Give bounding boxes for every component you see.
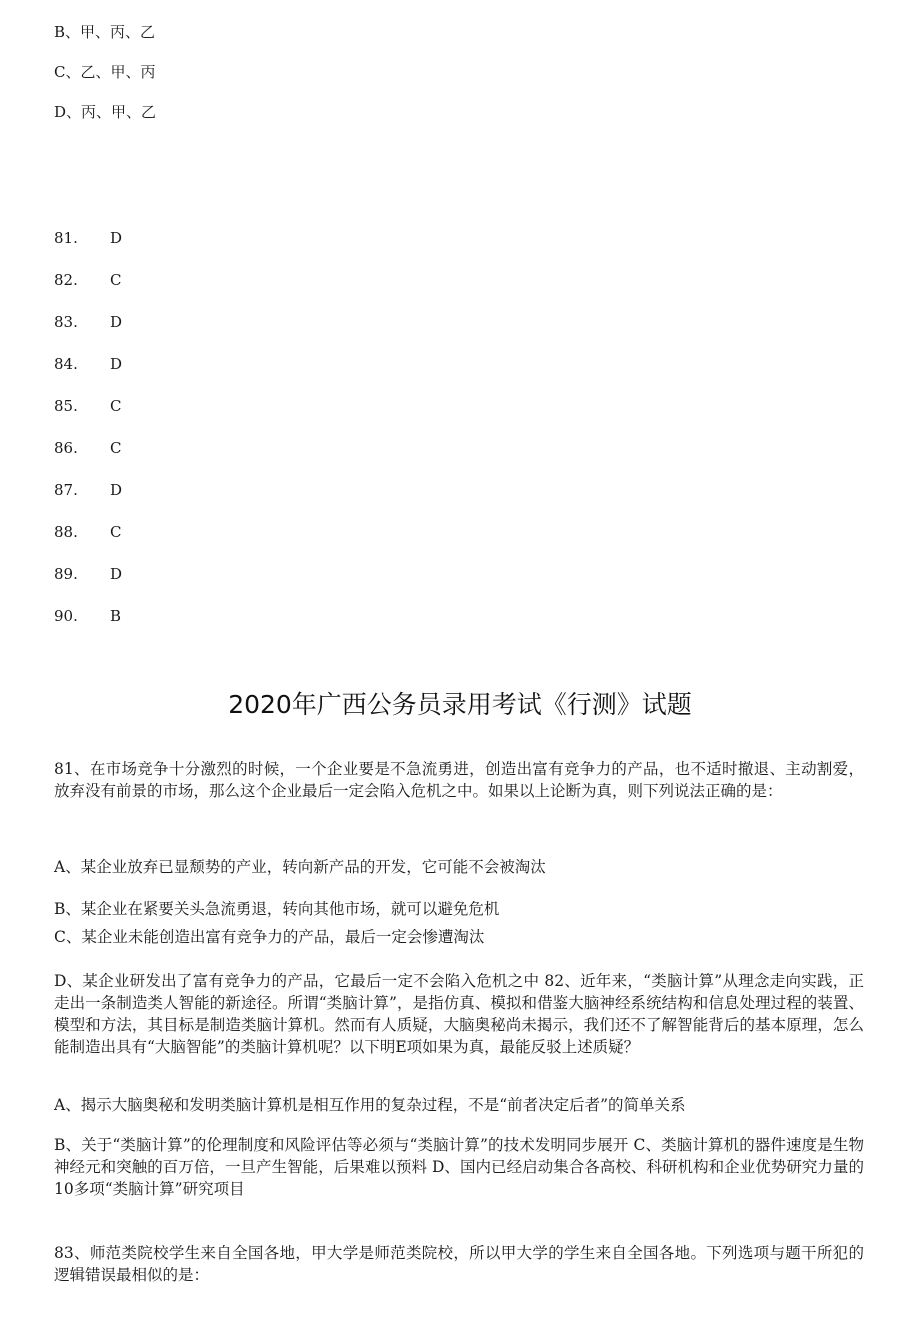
- answer-letter: D: [110, 355, 123, 373]
- answer-letter: D: [110, 313, 123, 331]
- page-title: 2020年广西公务员录用考试《行测》试题: [228, 690, 692, 719]
- answer-letter: D: [110, 229, 123, 247]
- answer-number: 85.: [54, 397, 78, 415]
- answer-number: 87.: [54, 481, 78, 499]
- option-a: A、揭示大脑奥秘和发明类脑计算机是相互作用的复杂过程，不是“前者决定后者”的简单关系: [54, 1096, 686, 1114]
- answer-number: 86.: [54, 439, 78, 457]
- answer-letter: D: [110, 481, 123, 499]
- option-c: C、乙、甲、丙: [54, 63, 156, 81]
- option-b: B、某企业在紧要关头急流勇退，转向其他市场，就可以避免危机: [54, 900, 500, 918]
- answer-letter: D: [110, 565, 123, 583]
- question-81: 81、在市场竞争十分激烈的时候，一个企业要是不急流勇进，创造出富有竞争力的产品，也不适时撤退、主动割爱，放弃没有前景的市场，那么这个企业最后一定会陷入危机之中。如果以上论断为真，则下列说法正确的是：: [54, 760, 864, 800]
- answer-letter: C: [110, 439, 122, 457]
- answer-number: 88.: [54, 523, 78, 541]
- answer-number: 90.: [54, 607, 78, 625]
- option-a: A、某企业放弃已显颓势的产业，转向新产品的开发，它可能不会被淘汰: [54, 858, 546, 876]
- options-b-c-d: B、关于“类脑计算”的伦理制度和风险评估等必须与“类脑计算”的技术发明同步展开 C、类脑计算机的器件速度是生物神经元和突触的百万倍，一旦产生智能，后果难以预料 D、国内已经启动集合各高校、科研机构和企业优势研究力量的10多项“类脑计算”研究项目: [54, 1136, 864, 1198]
- option-d: D、丙、甲、乙: [54, 103, 157, 121]
- answer-number: 81.: [54, 229, 78, 247]
- answer-number: 83.: [54, 313, 78, 331]
- answer-letter: C: [110, 271, 122, 289]
- answer-number: 82.: [54, 271, 78, 289]
- answer-number: 84.: [54, 355, 78, 373]
- answer-letter: C: [110, 523, 122, 541]
- question-83: 83、师范类院校学生来自全国各地，甲大学是师范类院校，所以甲大学的学生来自全国各地。下列选项与题干所犯的逻辑错误最相似的是：: [54, 1244, 864, 1284]
- answer-number: 89.: [54, 565, 78, 583]
- answer-letter: B: [110, 607, 122, 625]
- option-c: C、某企业未能创造出富有竞争力的产品，最后一定会惨遭淘汰: [54, 928, 485, 946]
- option-b: B、甲、丙、乙: [54, 23, 156, 41]
- question-82: D、某企业研发出了富有竞争力的产品，它最后一定不会陷入危机之中 82、近年来，“类脑计算”从理念走向实践，正走出一条制造类人智能的新途径。所谓“类脑计算”，是指仿真、模拟和借鉴大脑神经系统结构和信息处理过程的装置、模型和方法，其目标是制造类脑计算机。然而有人质疑，大脑奥秘尚未揭示，我们还不了解智能背后的基本原理，怎么能制造出具有“大脑智能”的类脑计算机呢？以下明E项如果为真，最能反驳上述质疑？: [54, 972, 864, 1056]
- answer-letter: C: [110, 397, 122, 415]
